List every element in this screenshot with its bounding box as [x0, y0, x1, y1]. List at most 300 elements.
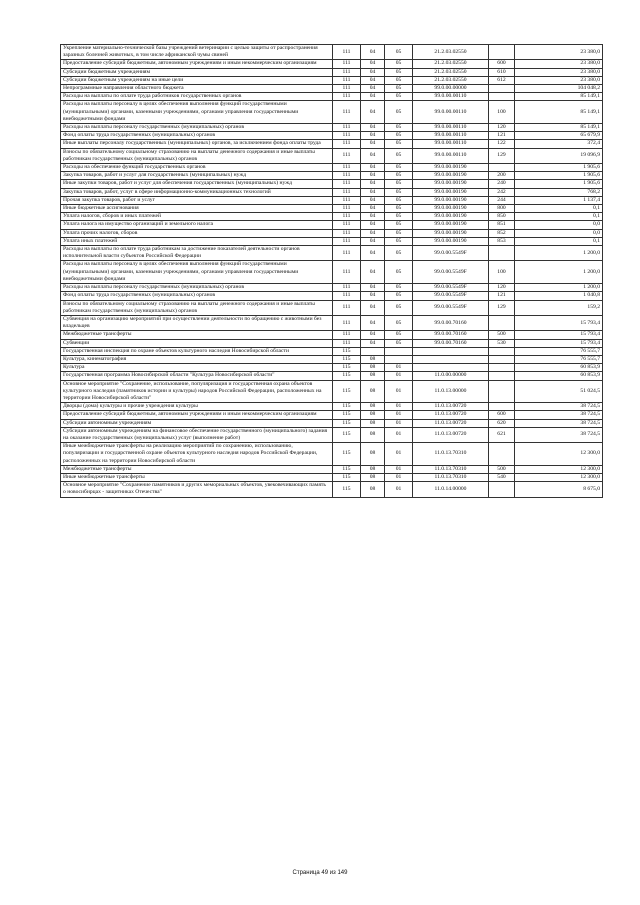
grbs-code-cell: 111	[333, 188, 361, 196]
table-row	[61, 246, 603, 261]
target-article-cell: 99.0.00.70160	[413, 339, 489, 347]
section-code-cell: 08	[361, 419, 385, 427]
grbs-code-cell: 115	[333, 355, 361, 363]
grbs-code-cell: 111	[333, 237, 361, 245]
expense-type-cell: 240	[489, 180, 515, 188]
expense-type-cell: 620	[489, 419, 515, 427]
row-name-cell: Субсидии автономным учреждениям	[61, 419, 333, 427]
row-name-cell: Предоставление субсидий бюджетным, автономным учреждениям и иным некоммерческим организациям	[61, 60, 333, 68]
row-name-cell: Уплата налогов, сборов и иных платежей	[61, 213, 333, 221]
grbs-code-cell: 111	[333, 261, 361, 284]
row-name-cell: Расходы на выплаты персоналу государственных (муниципальных) органов	[61, 284, 333, 292]
amount-cell: 19 096,9	[515, 148, 603, 163]
expense-type-cell	[489, 364, 515, 372]
row-name-cell: Иные бюджетные ассигнования	[61, 205, 333, 213]
subsection-code-cell: 05	[385, 180, 413, 188]
section-code-cell: 04	[361, 124, 385, 132]
amount-cell: 1 200,0	[515, 246, 603, 261]
amount-cell: 12 300,0	[515, 473, 603, 481]
amount-cell: 38 724,5	[515, 403, 603, 411]
section-code-cell: 04	[361, 339, 385, 347]
row-name-cell: Фонд оплаты труда государственных (муниципальных) органов	[61, 292, 333, 300]
amount-cell: 51 024,5	[515, 380, 603, 403]
section-code-cell: 04	[361, 140, 385, 148]
target-article-cell: 99.0.00.5549F	[413, 300, 489, 315]
amount-cell: 1 905,6	[515, 180, 603, 188]
subsection-code-cell: 05	[385, 315, 413, 330]
budget-table-page	[60, 44, 602, 498]
section-code-cell: 04	[361, 237, 385, 245]
target-article-cell: 99.0.00.00190	[413, 221, 489, 229]
expense-type-cell: 500	[489, 331, 515, 339]
subsection-code-cell: 01	[385, 443, 413, 466]
grbs-code-cell: 111	[333, 60, 361, 68]
section-code-cell: 04	[361, 132, 385, 140]
subsection-code-cell: 05	[385, 76, 413, 84]
amount-cell: 76 555,7	[515, 355, 603, 363]
grbs-code-cell: 111	[333, 300, 361, 315]
section-code-cell: 04	[361, 60, 385, 68]
expense-type-cell: 121	[489, 292, 515, 300]
grbs-code-cell: 111	[333, 229, 361, 237]
target-article-cell: 99.0.00.00000	[413, 85, 489, 93]
grbs-code-cell: 111	[333, 246, 361, 261]
amount-cell: 60 853,9	[515, 372, 603, 380]
section-code-cell: 04	[361, 205, 385, 213]
grbs-code-cell: 115	[333, 443, 361, 466]
section-code-cell: 08	[361, 443, 385, 466]
amount-cell: 1 905,6	[515, 172, 603, 180]
subsection-code-cell: 05	[385, 132, 413, 140]
grbs-code-cell: 111	[333, 148, 361, 163]
grbs-code-cell: 115	[333, 482, 361, 497]
amount-cell: 38 724,5	[515, 419, 603, 427]
grbs-code-cell: 111	[333, 339, 361, 347]
expense-type-cell	[489, 315, 515, 330]
subsection-code-cell: 05	[385, 196, 413, 204]
target-article-cell: 99.0.00.00110	[413, 140, 489, 148]
table-row	[61, 76, 603, 84]
amount-cell: 1 040,8	[515, 292, 603, 300]
expense-type-cell: 600	[489, 411, 515, 419]
expense-type-cell	[489, 246, 515, 261]
amount-cell: 76 555,7	[515, 347, 603, 355]
table-row	[61, 172, 603, 180]
row-name-cell: Дворцы (дома) культуры и прочие учреждения культуры	[61, 403, 333, 411]
table-row	[61, 140, 603, 148]
amount-cell: 23 380,0	[515, 68, 603, 76]
subsection-code-cell: 05	[385, 45, 413, 60]
table-row	[61, 482, 603, 497]
row-name-cell: Государственная программа Новосибирской области "Культура Новосибирской области"	[61, 372, 333, 380]
section-code-cell: 04	[361, 172, 385, 180]
grbs-code-cell: 111	[333, 68, 361, 76]
table-row	[61, 85, 603, 93]
target-article-cell: 99.0.00.00190	[413, 180, 489, 188]
row-name-cell: Межбюджетные трансферты	[61, 465, 333, 473]
section-code-cell: 04	[361, 45, 385, 60]
target-article-cell: 11.0.13.70310	[413, 473, 489, 481]
grbs-code-cell: 115	[333, 427, 361, 442]
subsection-code-cell: 01	[385, 419, 413, 427]
subsection-code-cell: 05	[385, 261, 413, 284]
target-article-cell: 99.0.00.00190	[413, 237, 489, 245]
amount-cell: 0,0	[515, 221, 603, 229]
section-code-cell	[361, 347, 385, 355]
grbs-code-cell: 111	[333, 85, 361, 93]
section-code-cell: 04	[361, 93, 385, 101]
grbs-code-cell: 111	[333, 315, 361, 330]
row-name-cell: Уплата иных платежей	[61, 237, 333, 245]
subsection-code-cell: 05	[385, 300, 413, 315]
target-article-cell: 99.0.00.00110	[413, 148, 489, 163]
budget-table-body	[61, 45, 603, 498]
grbs-code-cell: 111	[333, 76, 361, 84]
amount-cell: 15 793,4	[515, 339, 603, 347]
amount-cell: 15 793,4	[515, 315, 603, 330]
row-name-cell: Субсидии бюджетным учреждениям на иные цели	[61, 76, 333, 84]
target-article-cell: 21.2.03.02550	[413, 60, 489, 68]
section-code-cell: 04	[361, 148, 385, 163]
grbs-code-cell: 115	[333, 465, 361, 473]
amount-cell: 104 048,2	[515, 85, 603, 93]
grbs-code-cell: 115	[333, 419, 361, 427]
target-article-cell: 99.0.00.00110	[413, 93, 489, 101]
target-article-cell: 99.0.00.00110	[413, 132, 489, 140]
grbs-code-cell: 115	[333, 411, 361, 419]
amount-cell: 15 793,4	[515, 331, 603, 339]
subsection-code-cell: 01	[385, 380, 413, 403]
table-row	[61, 473, 603, 481]
table-row	[61, 164, 603, 172]
target-article-cell	[413, 355, 489, 363]
row-name-cell: Расходы на обеспечение функций государственных органов	[61, 164, 333, 172]
amount-cell: 1 905,6	[515, 164, 603, 172]
row-name-cell: Расходы на выплаты персоналу в целях обеспечения выполнения функций государственными (муниципальными) органами, казенными учреждениями, органами управления государственными внебюджетными фондами	[61, 101, 333, 124]
table-row	[61, 68, 603, 76]
subsection-code-cell: 05	[385, 292, 413, 300]
table-row	[61, 465, 603, 473]
table-row	[61, 229, 603, 237]
grbs-code-cell: 111	[333, 213, 361, 221]
table-row	[61, 443, 603, 466]
amount-cell: 1 200,0	[515, 284, 603, 292]
section-code-cell: 04	[361, 188, 385, 196]
row-name-cell: Государственная инспекция по охране объектов культурного наследия Новосибирской области	[61, 347, 333, 355]
grbs-code-cell: 111	[333, 196, 361, 204]
table-row	[61, 213, 603, 221]
target-article-cell: 99.0.00.00190	[413, 205, 489, 213]
row-name-cell: Иные выплаты персоналу государственных (муниципальных) органов, за исключением фонда оплаты труда	[61, 140, 333, 148]
expense-type-cell	[489, 443, 515, 466]
row-name-cell: Основное мероприятие "Сохранение, использование, популяризация и государственная охрана объектов культурного наследия (памятников истории и культуры) народов Российской Федерации, расположенных на территории Новосибирской области"	[61, 380, 333, 403]
subsection-code-cell: 05	[385, 246, 413, 261]
amount-cell: 768,2	[515, 188, 603, 196]
grbs-code-cell: 111	[333, 101, 361, 124]
grbs-code-cell: 111	[333, 205, 361, 213]
row-name-cell: Фонд оплаты труда государственных (муниципальных) органов	[61, 132, 333, 140]
grbs-code-cell: 115	[333, 364, 361, 372]
target-article-cell	[413, 347, 489, 355]
table-row	[61, 148, 603, 163]
row-name-cell: Культура	[61, 364, 333, 372]
target-article-cell: 11.0.14.00000	[413, 482, 489, 497]
row-name-cell: Субвенция на организацию мероприятий при осуществлении деятельности по обращению с животными без владельцев	[61, 315, 333, 330]
subsection-code-cell	[385, 355, 413, 363]
table-row	[61, 300, 603, 315]
expense-type-cell: 600	[489, 60, 515, 68]
grbs-code-cell: 111	[333, 164, 361, 172]
section-code-cell: 04	[361, 76, 385, 84]
section-code-cell: 08	[361, 380, 385, 403]
section-code-cell: 04	[361, 246, 385, 261]
expense-type-cell: 120	[489, 284, 515, 292]
section-code-cell: 04	[361, 331, 385, 339]
row-name-cell: Основное мероприятие "Сохранение памятников и других мемориальных объектов, увековечивающих память о новосибирцах - защитниках Отечества"	[61, 482, 333, 497]
expense-type-cell	[489, 85, 515, 93]
target-article-cell: 11.0.00.00000	[413, 372, 489, 380]
amount-cell: 0,1	[515, 213, 603, 221]
section-code-cell: 04	[361, 180, 385, 188]
amount-cell: 85 149,1	[515, 93, 603, 101]
expense-type-cell: 530	[489, 339, 515, 347]
section-code-cell: 04	[361, 213, 385, 221]
table-row	[61, 45, 603, 60]
table-row	[61, 403, 603, 411]
table-row	[61, 101, 603, 124]
target-article-cell	[413, 364, 489, 372]
grbs-code-cell: 115	[333, 473, 361, 481]
amount-cell: 23 380,0	[515, 60, 603, 68]
grbs-code-cell: 111	[333, 331, 361, 339]
amount-cell: 0,1	[515, 237, 603, 245]
expense-type-cell	[489, 403, 515, 411]
expense-type-cell	[489, 372, 515, 380]
table-row	[61, 124, 603, 132]
section-code-cell: 08	[361, 403, 385, 411]
subsection-code-cell: 05	[385, 60, 413, 68]
grbs-code-cell: 111	[333, 284, 361, 292]
target-article-cell: 99.0.00.00190	[413, 213, 489, 221]
row-name-cell: Укрепление материально-технической базы учреждений ветеринарии с целью защиты от распространения заразных болезней животных, в том числе африканской чумы свиней	[61, 45, 333, 60]
section-code-cell: 08	[361, 364, 385, 372]
expense-type-cell	[489, 347, 515, 355]
subsection-code-cell: 01	[385, 465, 413, 473]
target-article-cell: 11.0.13.00000	[413, 380, 489, 403]
expense-type-cell: 850	[489, 213, 515, 221]
row-name-cell: Уплата налога на имущество организаций и земельного налога	[61, 221, 333, 229]
row-name-cell: Взносы по обязательному социальному страхованию на выплаты денежного содержания и иные выплаты работникам государственных (муниципальных) органов	[61, 300, 333, 315]
table-row	[61, 261, 603, 284]
section-code-cell: 04	[361, 261, 385, 284]
grbs-code-cell: 111	[333, 221, 361, 229]
table-row	[61, 315, 603, 330]
subsection-code-cell: 05	[385, 101, 413, 124]
grbs-code-cell: 111	[333, 180, 361, 188]
target-article-cell: 99.0.00.00110	[413, 101, 489, 124]
grbs-code-cell: 111	[333, 93, 361, 101]
section-code-cell: 08	[361, 372, 385, 380]
row-name-cell: Прочая закупка товаров, работ и услуг	[61, 196, 333, 204]
table-row	[61, 347, 603, 355]
table-row	[61, 205, 603, 213]
subsection-code-cell: 05	[385, 213, 413, 221]
amount-cell: 12 300,0	[515, 465, 603, 473]
table-row	[61, 411, 603, 419]
subsection-code-cell: 05	[385, 148, 413, 163]
target-article-cell: 11.0.13.00720	[413, 403, 489, 411]
target-article-cell: 99.0.00.5549F	[413, 246, 489, 261]
target-article-cell: 11.0.13.70310	[413, 443, 489, 466]
expense-type-cell: 610	[489, 68, 515, 76]
target-article-cell: 11.0.13.00720	[413, 419, 489, 427]
subsection-code-cell: 01	[385, 427, 413, 442]
table-row	[61, 372, 603, 380]
row-name-cell: Субвенции	[61, 339, 333, 347]
amount-cell: 85 149,1	[515, 124, 603, 132]
expense-type-cell: 621	[489, 427, 515, 442]
expense-type-cell: 851	[489, 221, 515, 229]
table-row	[61, 427, 603, 442]
section-code-cell: 04	[361, 101, 385, 124]
table-row	[61, 196, 603, 204]
section-code-cell: 08	[361, 411, 385, 419]
expense-type-cell: 612	[489, 76, 515, 84]
grbs-code-cell: 115	[333, 372, 361, 380]
subsection-code-cell: 01	[385, 482, 413, 497]
section-code-cell: 08	[361, 427, 385, 442]
amount-cell: 38 724,5	[515, 427, 603, 442]
target-article-cell: 11.0.13.00720	[413, 427, 489, 442]
row-name-cell: Иные межбюджетные трансферты на реализацию мероприятий по сохранению, использованию, популяризации и государственной охране объектов культурного наследия народов Российской Федерации, расположенных на территории Новосибирской области	[61, 443, 333, 466]
target-article-cell: 99.0.00.70160	[413, 315, 489, 330]
grbs-code-cell: 111	[333, 45, 361, 60]
subsection-code-cell: 05	[385, 68, 413, 76]
table-row	[61, 221, 603, 229]
expense-type-cell	[489, 93, 515, 101]
section-code-cell: 08	[361, 482, 385, 497]
target-article-cell: 99.0.00.00190	[413, 229, 489, 237]
subsection-code-cell: 05	[385, 205, 413, 213]
budget-table	[60, 44, 603, 498]
expense-type-cell: 100	[489, 261, 515, 284]
subsection-code-cell: 05	[385, 221, 413, 229]
row-name-cell: Межбюджетные трансферты	[61, 331, 333, 339]
table-row	[61, 339, 603, 347]
expense-type-cell: 120	[489, 124, 515, 132]
expense-type-cell	[489, 482, 515, 497]
amount-cell: 0,1	[515, 205, 603, 213]
grbs-code-cell: 111	[333, 292, 361, 300]
table-row	[61, 292, 603, 300]
row-name-cell: Закупка товаров, работ, услуг в сфере информационно-коммуникационных технологий	[61, 188, 333, 196]
grbs-code-cell: 111	[333, 140, 361, 148]
subsection-code-cell: 05	[385, 172, 413, 180]
subsection-code-cell	[385, 347, 413, 355]
expense-type-cell: 500	[489, 465, 515, 473]
subsection-code-cell: 05	[385, 339, 413, 347]
section-code-cell: 04	[361, 164, 385, 172]
subsection-code-cell: 05	[385, 85, 413, 93]
target-article-cell: 99.0.00.5549F	[413, 261, 489, 284]
grbs-code-cell: 115	[333, 347, 361, 355]
section-code-cell: 04	[361, 196, 385, 204]
row-name-cell: Субсидии автономным учреждениям на финансовое обеспечение государственного (муниципального) задания на оказание государственных (муниципальных) услуг (выполнение работ)	[61, 427, 333, 442]
amount-cell: 60 853,9	[515, 364, 603, 372]
table-row	[61, 60, 603, 68]
target-article-cell: 99.0.00.00190	[413, 172, 489, 180]
row-name-cell: Субсидии бюджетным учреждениям	[61, 68, 333, 76]
expense-type-cell: 853	[489, 237, 515, 245]
table-row	[61, 331, 603, 339]
amount-cell: 65 679,9	[515, 132, 603, 140]
target-article-cell: 11.0.13.00720	[413, 411, 489, 419]
expense-type-cell: 129	[489, 148, 515, 163]
grbs-code-cell: 111	[333, 132, 361, 140]
row-name-cell: Предоставление субсидий бюджетным, автономным учреждениям и иным некоммерческим организациям	[61, 411, 333, 419]
section-code-cell: 08	[361, 355, 385, 363]
grbs-code-cell: 111	[333, 172, 361, 180]
target-article-cell: 99.0.00.00110	[413, 124, 489, 132]
row-name-cell: Закупка товаров, работ и услуг для государственных (муниципальных) нужд	[61, 172, 333, 180]
row-name-cell: Расходы на выплаты по оплате труда работников государственных органов	[61, 93, 333, 101]
row-name-cell: Культура, кинематография	[61, 355, 333, 363]
expense-type-cell: 129	[489, 300, 515, 315]
target-article-cell: 21.2.03.02550	[413, 68, 489, 76]
table-row	[61, 93, 603, 101]
subsection-code-cell: 05	[385, 93, 413, 101]
target-article-cell: 99.0.00.5549F	[413, 284, 489, 292]
row-name-cell: Уплата прочих налогов, сборов	[61, 229, 333, 237]
subsection-code-cell: 01	[385, 403, 413, 411]
subsection-code-cell: 05	[385, 284, 413, 292]
section-code-cell: 04	[361, 229, 385, 237]
subsection-code-cell: 05	[385, 140, 413, 148]
grbs-code-cell: 115	[333, 380, 361, 403]
expense-type-cell: 100	[489, 101, 515, 124]
expense-type-cell: 800	[489, 205, 515, 213]
expense-type-cell	[489, 355, 515, 363]
expense-type-cell: 200	[489, 172, 515, 180]
amount-cell: 38 724,5	[515, 411, 603, 419]
amount-cell: 23 380,0	[515, 76, 603, 84]
grbs-code-cell: 111	[333, 124, 361, 132]
expense-type-cell: 242	[489, 188, 515, 196]
amount-cell: 12 300,0	[515, 443, 603, 466]
subsection-code-cell: 01	[385, 411, 413, 419]
section-code-cell: 04	[361, 300, 385, 315]
target-article-cell: 99.0.00.5549F	[413, 292, 489, 300]
expense-type-cell: 121	[489, 132, 515, 140]
section-code-cell: 08	[361, 465, 385, 473]
amount-cell: 372,4	[515, 140, 603, 148]
target-article-cell: 99.0.00.00190	[413, 188, 489, 196]
row-name-cell: Взносы по обязательному социальному страхованию на выплаты денежного содержания и иные выплаты работникам государственных (муниципальных) органов	[61, 148, 333, 163]
table-row	[61, 132, 603, 140]
row-name-cell: Расходы на выплаты персоналу государственных (муниципальных) органов	[61, 124, 333, 132]
subsection-code-cell: 05	[385, 237, 413, 245]
amount-cell: 1 200,0	[515, 261, 603, 284]
table-row	[61, 364, 603, 372]
subsection-code-cell: 05	[385, 331, 413, 339]
section-code-cell: 08	[361, 473, 385, 481]
subsection-code-cell: 01	[385, 473, 413, 481]
subsection-code-cell: 05	[385, 124, 413, 132]
table-row	[61, 188, 603, 196]
row-name-cell: Иные закупки товаров, работ и услуг для обеспечения государственных (муниципальных) нужд	[61, 180, 333, 188]
table-row	[61, 355, 603, 363]
row-name-cell: Иные межбюджетные трансферты	[61, 473, 333, 481]
